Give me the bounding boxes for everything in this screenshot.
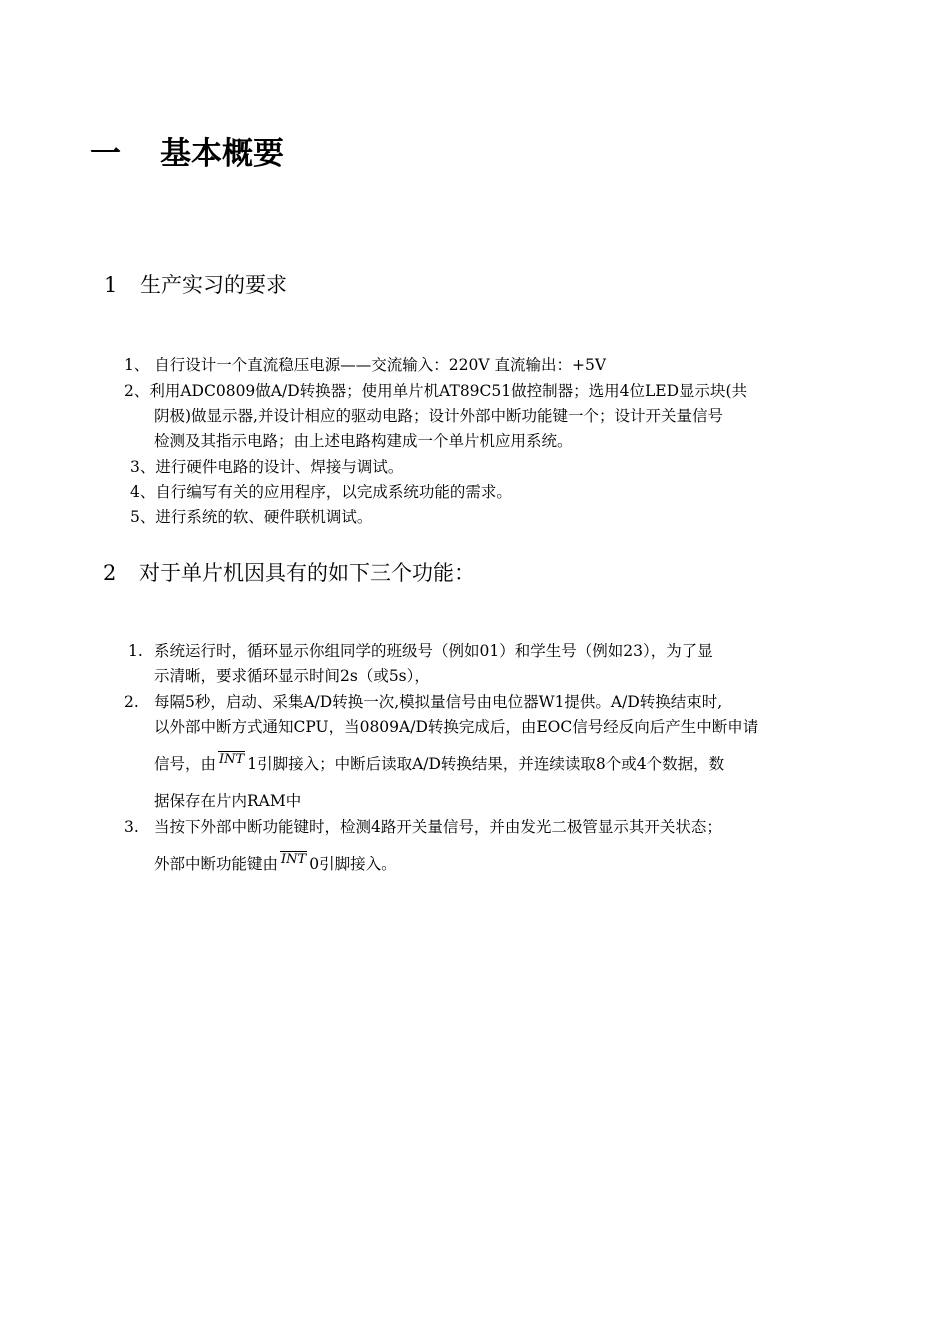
text-segment: 外部中断功能键由 xyxy=(154,855,279,873)
subsection-heading-functions xyxy=(103,559,475,587)
list-marker: 3. xyxy=(124,818,139,836)
list-item-continuation: 检测及其指示电路；由上述电路构建成一个单片机应用系统。 xyxy=(154,432,573,450)
subsection-heading-requirements xyxy=(104,271,287,299)
list-item-continuation: 据保存在片内RAM中 xyxy=(154,792,302,810)
list-item: 当按下外部中断功能键时，检测4路开关量信号，并由发光二极管显示其开关状态； xyxy=(154,818,722,836)
section-number: 一 xyxy=(90,136,121,172)
list-item-continuation: 以外部中断方式通知CPU，当0809A/D转换完成后，由EOC信号经反向后产生中断申请 xyxy=(154,718,759,736)
list-item: 3、进行硬件电路的设计、焊接与调试。 xyxy=(130,458,404,476)
list-marker: 1. xyxy=(128,642,143,660)
subsection-title: 对于单片机因具有的如下三个功能： xyxy=(139,561,475,585)
list-item: 1、 自行设计一个直流稳压电源——交流输入：220V 直流输出：+5V xyxy=(124,356,607,374)
list-item-continuation: 阴极)做显示器,并设计相应的驱动电路；设计外部中断功能键一个；设计开关量信号 xyxy=(154,407,723,425)
list-item: 每隔5秒，启动、采集A/D转换一次,模拟量信号由电位器W1提供。A/D转换结束时, xyxy=(154,693,723,711)
section-title: 基本概要 xyxy=(160,136,284,172)
int-overline-label: INT xyxy=(281,852,307,867)
list-item-continuation: 示清晰，要求循环显示时间2s（或5s）， xyxy=(154,667,430,685)
subsection-title: 生产实习的要求 xyxy=(140,273,287,297)
list-item-continuation xyxy=(154,851,397,877)
text-segment: 1引脚接入；中断后读取A/D转换结果，并连续读取8个或4个数据，数 xyxy=(247,755,725,773)
list-marker: 2. xyxy=(124,693,139,711)
subsection-number: 1 xyxy=(104,273,118,297)
section-heading xyxy=(90,134,284,174)
list-item-continuation xyxy=(154,751,724,777)
text-segment: 0引脚接入。 xyxy=(309,855,397,873)
text-segment: 信号，由 xyxy=(154,755,217,773)
subsection-number: 2 xyxy=(103,561,117,585)
int-overline-label: INT xyxy=(219,752,245,767)
list-item: 4、自行编写有关的应用程序，以完成系统功能的需求。 xyxy=(130,483,512,501)
list-item: 系统运行时，循环显示你组同学的班级号（例如01）和学生号（例如23），为了显 xyxy=(154,642,713,660)
list-item: 2、利用ADC0809做A/D转换器；使用单片机AT89C51做控制器；选用4位LED显示块(共 xyxy=(124,382,748,400)
list-item: 5、进行系统的软、硬件联机调试。 xyxy=(130,508,373,526)
